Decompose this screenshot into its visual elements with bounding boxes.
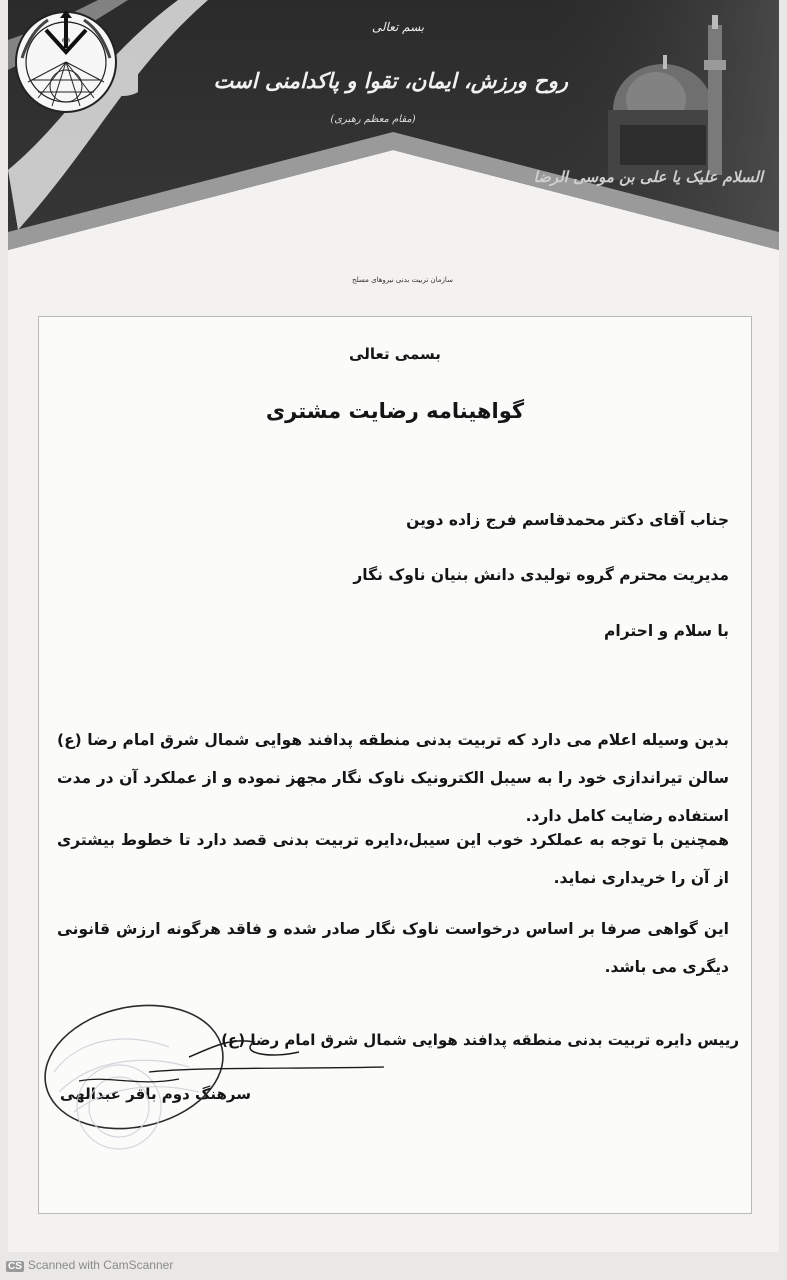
letter-title: گواهینامه رضایت مشتری — [265, 399, 525, 423]
paragraph-3: این گواهی صرفا بر اساس درخواست ناوک نگار صادر شده و فاقد هرگونه ارزش قانونی دیگری می باشد. — [57, 920, 729, 976]
paragraph-1: بدین وسیله اعلام می دارد که تربیت بدنی منطقه پدافند هوایی شمال شرق امام رضا (ع) سالن تیراندازی خود را به سیبل الکترونیک ناوک نگار مجهز نموده و از عملکرد آن در مدت استفاده رضایت کامل دارد. — [57, 731, 729, 825]
header-top-line: بسم تعالی — [371, 20, 425, 34]
letter-paper — [38, 316, 752, 1214]
camscanner-text: Scanned with CamScanner — [27, 1258, 174, 1272]
paragraph-2: همچنین با توجه به عملکرد خوب این سیبل،دایره تربیت بدنی قصد دارد تا خطوط بیشتری از آن را خریداری نماید. — [57, 831, 729, 887]
svg-text:☫: ☫ — [61, 36, 71, 47]
camscanner-logo-icon: CS — [8, 1261, 22, 1272]
dome-script: السلام علیک یا علی بن موسی الرضا — [533, 168, 763, 186]
letter-basmala: بسمی تعالی — [349, 345, 441, 363]
letterhead-banner — [8, 0, 779, 320]
header-motto: روح ورزش، ایمان، تقوا و پاکدامنی است — [213, 68, 568, 93]
signatory-name: سرهنگ دوم باقر عبدالهی — [60, 1085, 251, 1103]
organization-emblem-icon — [8, 0, 124, 124]
signature-stamp — [39, 997, 399, 1167]
header-motto-attribution: (مقام معظم رهبری) — [330, 114, 416, 125]
recipient-line-2: مدیریت محترم گروه تولیدی دانش بنیان ناوک نگار — [353, 566, 729, 584]
camscanner-watermark — [6, 1258, 173, 1272]
recipient-line-1: جناب آقای دکتر محمدقاسم فرج زاده دوین — [406, 511, 729, 529]
emblem-caption: سازمان تربیت بدنی نیروهای مسلح — [352, 276, 453, 284]
scanned-sheet — [8, 0, 779, 1252]
signatory-position: رییس دایره تربیت بدنی منطقه پدافند هوایی شمال شرق امام رضا (ع) — [221, 1031, 739, 1049]
greeting: با سلام و احترام — [604, 622, 729, 640]
